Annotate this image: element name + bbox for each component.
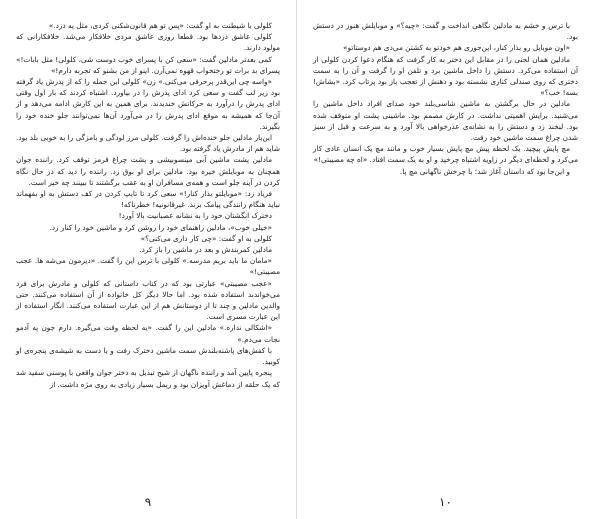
left-paragraph-14: «اشکالی نداره.» مادلین این را گفت. «یه لحظه وقت می‌گیره. دارم جون یه آدمو نجات می‌دم.»	[16, 323, 280, 344]
left-paragraph-3: کمی بعدتر مادلین گفت: «سعی کن با پسرای خوب دوست شی، کلولی! مثل بابات!» پسرای بد برات تو رختخواب قهوه نمی‌آرن. اینو از من بشنو که تجربه دارم!»	[16, 54, 280, 75]
right-page-body	[313, 20, 578, 177]
left-paragraph-15: با کفش‌های پاشنه‌بلندش سمت ماشین دخترک رفت و با دست به شیشه‌ی پنجره‌ی او کوبید.	[16, 345, 280, 367]
left-paragraph-8: دخترک انگشتان خود را به نشانه عصبانیت بالا آورد!	[118, 211, 272, 221]
left-paragraph-5: این‌بار مادلین جلو خنده‌اش را گرفت. کلولی مرز لودگی و بامزگی را به خوبی بلد بود. شاید هم از مادرش یاد گرفته بود.	[16, 133, 280, 154]
left-paragraph-1: کلولی با شیطنت به او گفت: «پس تو هم قانون‌شکنی کردی، مثل یه دزد.»	[48, 21, 272, 30]
left-paragraph-10: کلولی به او گفت: «چی کار داری می‌کنی؟»	[140, 233, 272, 243]
right-page	[297, 0, 594, 519]
right-paragraph-6: و این‌جا بود که داستان آغاز شد؛ با چرخش ناگهانی مچ پا.	[399, 166, 570, 176]
left-page-number: ۹	[144, 495, 152, 509]
left-paragraph-13: «عجب مصیبتی» عبارتی بود که در کتاب داستانی که کلولی و مادرش برای فرد می‌خواندند استفاده شده بود. اما حالا دیگر کل خانواده از آن استفاده می‌کنند. حتی والدین مادلین و چند تا از دوستانش هم از این عبارت استفاده می‌کنند. انگار استفاده از این عبارت مسری است.	[16, 278, 280, 322]
left-paragraph-9: «خیلی خوب»، مادلین راهنمای خود را روشن کرد و ماشین خود را کنار زد.	[49, 222, 272, 232]
right-paragraph-1: با ترس و خشم به مادلین نگاهی انداخت و گفت: «چیه؟» و موبایلش هنوز در دستش بود.	[313, 21, 578, 42]
left-paragraph-16: پنجره پایین آمد و راننده ناگهان از شیح تبدیل به دختر جوان واقعی با پوستی سفید شد که یک حلقه از دماغش آویزان بود و ریمل بسیار زیادی به روی مژه داشت. از	[15, 368, 280, 389]
right-paragraph-4: مادلین در حال برگشتن به ماشین شاسی‌بلند خود صدای افراد داخل ماشین را می‌شنید. برایش اهمیتی نداشت. در کارش مصمم بود. ماشینی پشت او متوقف شده بود. لبخند زد و دستش را به نشانه‌ی عذرخواهی بالا آورد و به سرعت و قبل از سبز شدن چراغ سمت ماشین خود رفت.	[313, 99, 578, 143]
left-paragraph-4: «واسه چی این‌قدر پرحرفی می‌کنی.» زن» کلولی این جمله را که از پدرش یاد گرفته بود زیر لب گفت و سعی کرد ادای پدرش را در بیاورد. اشتباه کردند که بار اول وقتی ادای پدرش را درآورد به حرکاتش خندیدند. برای همین به این کارش ادامه می‌دهد و از آن‌جا که همیشه به موقع ادای پدرش را در می‌آورد آن‌ها نمی‌توانند جلو خنده خود را بگیرند.	[16, 77, 280, 131]
right-page-number: ۱۰	[439, 495, 452, 509]
left-paragraph-6: مادلین پشت ماشین آبی مینسوبیشی و پشت چراغ قرمز توقف کرد. راننده جوان همچنان به موبایلش خیره بود. مادلین برای او بوق زد. راننده را دید که در حال نگاه کردن در آینه جلو است و همه‌ی مسافران او به عقب برگشتند تا ببینند چه خبر است.	[16, 155, 280, 187]
left-paragraph-7: فریاد زد: «موبایلتو بذار کنار!» سعی کرد تا تایپ کردن در کف دستش به او بفهماند نباید هنگام رانندگی پیامک بزند. غیرقانونیه! خطرناکه!	[16, 189, 280, 210]
left-page-body	[16, 20, 280, 390]
left-paragraph-2: کلولی عاشق دزدها بود. قطعا روزی عاشق مردی خلافکار می‌شد. خلافکارانی که مولود دارند.	[16, 32, 280, 53]
right-paragraph-2: «اون موبایل رو بذار کنار، این‌جوری هم خودتو به کشتن می‌دی هم دوستاتو»	[342, 43, 570, 53]
right-paragraph-3: مادلین همان لحنی را در مقابل این دختر به کار گرفت که هنگام دعوا کردن کلولی از آن استفاده می‌کرد. دستش را داخل ماشین برد و تلفن او را گرفت و آن را به سمت دختری که روی صندلی کناری نشسته بود و دهنش از تعجب باز بود پرتاب کرد. «بشاش! بسه! خب؟»	[313, 54, 578, 98]
right-paragraph-5: مچ پایش پیچید. یک لحظه پیش مچ پایش بسیار خوب و مانند مچ یک انسان عادی کار می‌کرد و لحظه‌ای دیگر در زاویه اشتباه چرخید و او به یک سمت افتاد. «اه چه مصیبتی!»	[313, 144, 578, 165]
left-paragraph-11: مادلین کمربندش و بعد در ماشین را باز کرد.	[139, 245, 272, 255]
left-paragraph-12: «مامان ما باید بریم مدرسه.» کلولی با ترس این را گفت. «دیرمون می‌شه ها. عجب مصیبتی!»	[16, 256, 280, 277]
